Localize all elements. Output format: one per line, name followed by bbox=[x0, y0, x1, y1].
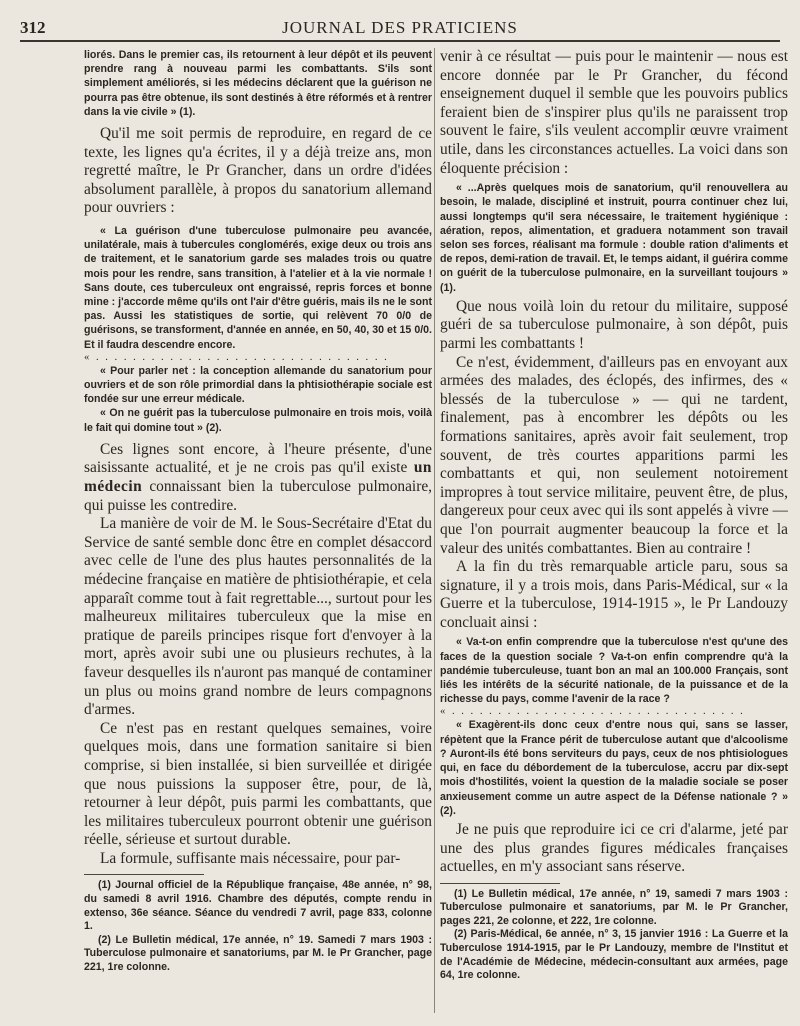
body-paragraph: La formule, suffisante mais nécessaire, pour par- bbox=[100, 849, 401, 867]
landouzy-quote: « Exagèrent-ils donc ceux d'entre nous qui, sans se lasser, répètent que la France périt de tuberculose autant que d'alcoolisme ? Auront-ils été bons serviteurs du pays, ceux de nos phtisiologues qui, en face du débordement de la tuberculose, accru par dix-sept mois d'hostilités, voient la question de la maladie sociale se poser anxieusement comme un autre aspect de la Défense nationale ? » (2). bbox=[440, 719, 788, 817]
footnote-rule bbox=[440, 883, 560, 884]
page-number: 312 bbox=[20, 18, 46, 37]
body-paragraph: Je ne puis que reproduire ici ce cri d'alarme, jeté par une des plus grandes figures médicales françaises actuelles, en m'y associant sans réserve. bbox=[440, 820, 788, 876]
continued-quote: liorés. Dans le premier cas, ils retournent à leur dépôt et ils peuvent prendre rang à nouveau parmi les combattants. S'ils sont simplement améliorés, si les médecins déclarent que la guérison ne pourra pas être obtenue, ils sont destinés à être réformés et à rentrer dans la vie civile » (1). bbox=[84, 49, 432, 118]
body-paragraph bbox=[84, 441, 432, 515]
header-rule bbox=[20, 40, 780, 42]
landouzy-quote: « Va-t-on enfin comprendre que la tuberculose n'est qu'une des faces de la question sociale ? Va-t-on enfin comprendre qu'à la pandémie tuberculeuse, tuant bon an mal an 100.000 Français, sont liés les intérêts de la sécurité nationale, de la puissance et de la richesse du pays, comme l'avenir de la race ? bbox=[440, 636, 788, 706]
emphasis-text: un médecin bbox=[84, 459, 432, 496]
ellipsis-line: « . . . . . . . . . . . . . . . . . . . . . . . . . . . . . . . . bbox=[84, 351, 389, 363]
footnote: (2) Le Bulletin médical, 17e année, n° 19. Samedi 7 mars 1903 : Tuberculose pulmonaire et sanatoriums, par M. le Pr Grancher, page 221, 1re colonne. bbox=[84, 933, 432, 974]
left-column bbox=[84, 48, 432, 1013]
page-header bbox=[20, 14, 780, 40]
body-paragraph: Ce n'est, évidemment, d'ailleurs pas en envoyant aux armées des malades, des éclopés, des infirmes, des « blessés de la tuberculose » — qui ne tardent, finalement, pas à encombrer les dépôts ou les formations sanitaires, après avoir fait seulement, trop souvent, de très courtes apparitions parmi les combattants et qui, non seulement notoirement impropres à tout service militaire, peuvent être, de plus, dangereux pour ceux avec qui ils sont appelés à vivre — que l'on pourrait augmenter beaucoup la force et la valeur des unités combattantes. Bien au contraire ! bbox=[440, 353, 788, 557]
ellipsis-line: « . . . . . . . . . . . . . . . . . . . . . . . . . . . . . . . . bbox=[440, 706, 745, 718]
text-run: Ces lignes sont encore, à l'heure présente, d'une saisissante actualité, et je ne crois pas qu'il existe bbox=[84, 440, 432, 477]
grancher-quote: « Pour parler net : la conception allemande du sanatorium pour ouvriers et de son rôle primordial dans la phtisiothérapie sociale est fondée sur une erreur médicale. bbox=[84, 364, 432, 406]
footnote: (1) Journal officiel de la République française, 48e année, n° 98, du samedi 8 avril 1916. Chambre des députés, compte rendu in extenso, 36e séance. Séance du vendredi 7 avril, page 833, colonne 1. bbox=[84, 879, 432, 933]
body-paragraph: venir à ce résultat — puis pour le maintenir — nous est encore donnée par le Pr Grancher, du fécond enseignement duquel il semble que les pouvoirs publics feraient bien de s'inspirer plus qu'ils ne paraissent trop souvent le faire, s'ils veulent accomplir œuvre vraiment utile, dans les circonstances actuelles. La voici dans son éloquente précision : bbox=[440, 48, 788, 177]
column-divider bbox=[434, 48, 435, 1013]
body-paragraph: Qu'il me soit permis de reproduire, en regard de ce texte, les lignes qu'a écrites, il y a déjà treize ans, mon regretté maître, le Pr Grancher, dans un ordre d'idées absolument parallèle, à propos du sanatorium allemand pour ouvriers : bbox=[84, 125, 432, 217]
body-paragraph: A la fin du très remarquable article paru, sous sa signature, il y a trois mois, dans Paris-Médical, sur « la Guerre et la tuberculose, 1914-1915 », le Pr Landouzy concluait ainsi : bbox=[440, 558, 788, 631]
footnote-rule bbox=[84, 874, 204, 875]
grancher-quote: « ...Après quelques mois de sanatorium, qu'il renouvellera au besoin, le malade, discipliné et instruit, pourra continuer chez lui, aussi longtemps qu'il sera nécessaire, le traitement hygiénique : aération, repos, alimentation, et graduera notamment son travail selon ses forces, réalisant ma formule : double ration d'aliments et de repos, demi-ration de travail. Et, le temps aidant, il guérira comme on guérit de la tuberculose pulmonaire, en la surveillant toujours » (1). bbox=[440, 182, 788, 294]
body-paragraph: Que nous voilà loin du retour du militaire, supposé guéri de sa tuberculose pulmonaire, à son dépôt, puis parmi les combattants ! bbox=[440, 297, 788, 352]
footnote: (1) Le Bulletin médical, 17e année, n° 19, samedi 7 mars 1903 : Tuberculose pulmonaire et sanatoriums, par M. le Pr Grancher, pages 221, 2e colonne, et 222, 1re colonne. bbox=[440, 887, 788, 927]
grancher-quote: « On ne guérit pas la tuberculose pulmonaire en trois mois, voilà le fait qui domine tout » (2). bbox=[84, 407, 432, 434]
body-paragraph: Ce n'est pas en restant quelques semaines, voire quelques mois, dans une formation sanitaire si bien comprise, si bien installée, si bien surveillée et dirigée que nous puissions la supposer être, pour, de là, retourner à leur dépôt, puis parmi les combattants, que les militaires tuberculeux pourront obtenir une guérison réelle, sérieuse et surtout durable. bbox=[84, 719, 432, 849]
journal-title: JOURNAL DES PRATICIENS bbox=[282, 18, 518, 37]
body-paragraph: La manière de voir de M. le Sous-Secrétaire d'Etat du Service de santé semble donc être en complet désaccord avec celle de l'une des plus hautes personnalités de la médecine française en matière de phtisiothérapie, et cela apparaît comme tout à fait regrettable..., surtout pour les malheureux militaires tuberculeux que la mise en pratique de pareils principes risque fort d'envoyer à la mort, après avoir subi une ou plusieurs rechutes, à la faveur desquelles ils n'auront pas manqué de contaminer un plus ou moins grand nombre de leurs compagnons d'armes. bbox=[84, 515, 432, 719]
grancher-quote: « La guérison d'une tuberculose pulmonaire peu avancée, unilatérale, mais à tubercules conglomérés, exige deux ou trois ans de traitement, et le sanatorium garde ses malades trois ou quatre mois pour les rendre, sans transition, à l'atelier et à la vie normale ! Sans doute, ces tuberculeux ont engraissé, repris forces et bonne mine : j'accorde même qu'ils ont l'air d'être guéris, mais ils ne le sont pas. Aussi les statistiques de sortie, qui relèvent 70 0/0 de guérisons, se transforment, d'année en année, en 50, 40, 30 et 15 0/0. Et il faudra descendre encore. bbox=[84, 224, 432, 351]
footnote: (2) Paris-Médical, 6e année, n° 3, 15 janvier 1916 : La Guerre et la Tuberculose 1914-1915, par le Pr Landouzy, membre de l'Institut et de l'Académie de Médecine, médecin-consultant aux armées, page 64, 1re colonne. bbox=[440, 928, 788, 982]
text-run: connaissant bien la tuberculose pulmonaire, qui puisse les contredire. bbox=[84, 478, 432, 514]
right-column bbox=[440, 48, 788, 1013]
